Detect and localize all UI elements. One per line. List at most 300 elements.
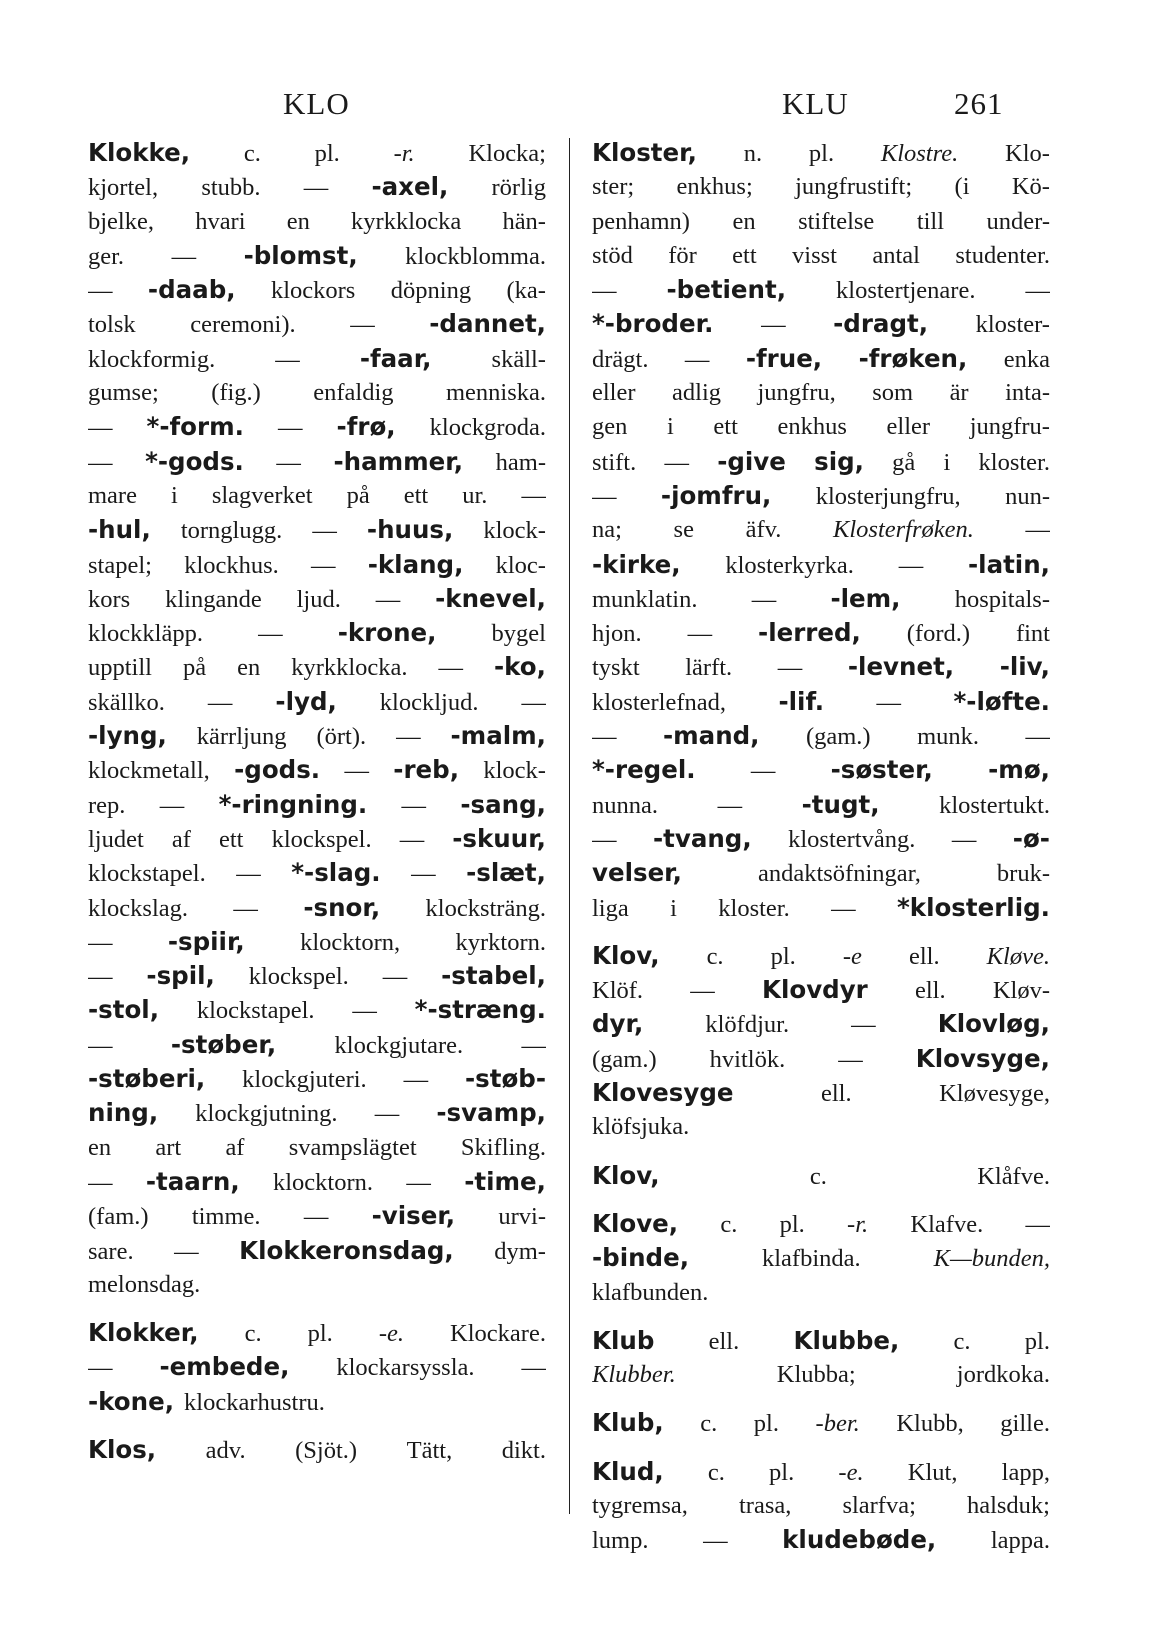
word: -gods.: [234, 755, 321, 785]
word: tolsk: [88, 311, 136, 339]
right-column-line: [592, 856, 1050, 890]
right-column-line: [592, 205, 1050, 239]
left-column-line: [88, 1268, 546, 1302]
word: inta-: [1005, 379, 1050, 407]
word: halsduk;: [966, 1491, 1050, 1519]
right-column-line: [592, 239, 1050, 273]
word: c.: [706, 942, 724, 970]
word: bruk-: [996, 860, 1050, 888]
word: -latin,: [968, 549, 1050, 579]
word: som: [872, 379, 914, 407]
word: klockors: [270, 277, 356, 305]
left-column-line: [88, 1234, 546, 1268]
word: menniska.: [445, 379, 546, 407]
word: -lif.: [778, 686, 825, 716]
word: stöd: [592, 241, 633, 269]
right-column: [592, 136, 1050, 1558]
right-column-line: [592, 548, 1050, 582]
column-divider: [569, 138, 570, 1514]
word: (ka-: [506, 277, 546, 305]
left-column-line: [88, 1385, 546, 1419]
word: —: [88, 448, 113, 476]
word: art: [155, 1133, 182, 1161]
word: ett: [713, 413, 738, 441]
word: —: [401, 791, 427, 819]
word: -levnet,: [847, 652, 955, 682]
word: —: [374, 1100, 400, 1128]
right-column-line: [592, 1358, 1050, 1392]
word: Klut,: [907, 1458, 958, 1486]
word: c.: [244, 1320, 262, 1348]
word: skäll-: [491, 345, 546, 373]
word: hvari: [195, 207, 246, 235]
left-column-line: [88, 205, 546, 239]
word: Skifling.: [460, 1133, 546, 1161]
left-column-line: [88, 650, 546, 684]
word: na;: [592, 516, 622, 544]
word: —: [831, 894, 856, 922]
word: -kone,: [88, 1386, 175, 1416]
word: —: [751, 585, 777, 613]
word: pl.: [1024, 1327, 1050, 1355]
word: kyrkklocka.: [291, 654, 408, 682]
word: stift.: [592, 448, 637, 476]
right-column-line: [592, 1523, 1050, 1557]
word: i: [670, 894, 677, 922]
word: pl.: [314, 140, 340, 167]
word: (fam.): [88, 1203, 149, 1231]
word: -støberi,: [88, 1064, 206, 1094]
word: —: [350, 311, 375, 339]
word: -binde,: [592, 1243, 690, 1273]
word: c.: [720, 1210, 738, 1238]
left-column-line: [88, 239, 546, 273]
word: —: [159, 791, 185, 819]
word: ljudet: [88, 825, 144, 853]
word: -r.: [393, 140, 415, 167]
word: kors: [88, 585, 131, 613]
word: —: [521, 481, 546, 509]
running-head-left: KLO: [283, 86, 350, 121]
word: jungfru-: [969, 413, 1050, 441]
word: i: [171, 481, 178, 509]
word: —: [403, 1066, 429, 1094]
word: -give: [717, 446, 786, 476]
right-column-line: [592, 753, 1050, 787]
right-column-line: [592, 1241, 1050, 1275]
left-column-line: [88, 822, 546, 856]
page-number: 261: [954, 86, 1004, 121]
word: -tugt,: [801, 789, 880, 819]
word: -malm,: [450, 721, 546, 751]
word: —: [592, 723, 617, 751]
word: enkhus;: [676, 173, 753, 201]
right-column-line: [592, 822, 1050, 856]
word: klocktorn,: [300, 928, 401, 956]
word: visst: [792, 241, 837, 269]
word: klock-: [483, 757, 546, 785]
word: —: [233, 894, 258, 922]
word: Klud,: [592, 1456, 664, 1486]
word: hän-: [502, 207, 546, 235]
word: klockgjuteri.: [242, 1066, 367, 1094]
word: ell.: [914, 977, 946, 1005]
left-column-line: [88, 170, 546, 204]
word: -støber,: [170, 1029, 277, 1059]
word: ur.: [462, 481, 488, 509]
left-column-line: [88, 445, 546, 479]
word: —: [1025, 723, 1050, 751]
word: bjelke,: [88, 207, 154, 235]
word: -knevel,: [435, 583, 546, 613]
word: ell.: [708, 1327, 740, 1355]
word: hjon.: [592, 620, 642, 648]
word: -embede,: [159, 1352, 290, 1382]
left-column-line: [88, 925, 546, 959]
word: sare.: [88, 1237, 134, 1265]
word: -kirke,: [592, 549, 681, 579]
left-column-line: [88, 1165, 546, 1199]
word: -stabel,: [441, 961, 546, 991]
word: —: [171, 242, 197, 270]
word: —: [258, 620, 283, 648]
left-column-line: [88, 1199, 546, 1233]
word: skällko.: [88, 688, 165, 716]
word: —: [664, 448, 689, 476]
word: —: [396, 723, 421, 751]
word: stapel;: [88, 551, 152, 579]
word: ett: [732, 241, 757, 269]
word: —: [399, 825, 425, 853]
word: för: [668, 241, 697, 269]
word: ham-: [495, 448, 546, 476]
word: —: [592, 277, 617, 305]
word: timme.: [191, 1203, 261, 1231]
word: —: [311, 551, 336, 579]
left-column-line: [88, 307, 546, 341]
word: *-regel.: [592, 755, 696, 785]
right-column-line: [592, 479, 1050, 513]
word: —: [207, 688, 233, 716]
word: Klubber.: [592, 1361, 676, 1389]
word: Klubba;: [776, 1361, 856, 1389]
word: (ford.): [906, 620, 971, 648]
right-column-line: [592, 342, 1050, 376]
word: Klafve.: [910, 1210, 984, 1238]
right-column-line: [592, 582, 1050, 616]
word: klöfdjur.: [705, 1011, 790, 1039]
word: eller: [592, 379, 636, 407]
word: klocksträng.: [425, 894, 546, 922]
right-column-line: [592, 445, 1050, 479]
word: -frue,: [745, 343, 823, 373]
word: (gam.): [592, 1045, 657, 1073]
word: gå: [892, 448, 916, 476]
word: pl.: [808, 140, 835, 167]
word: ger.: [88, 242, 125, 270]
word: -blomst,: [243, 240, 358, 270]
word: nunna.: [592, 791, 658, 819]
word: -mø,: [988, 755, 1050, 785]
right-column-line: [592, 1007, 1050, 1041]
word: klockstapel.: [88, 860, 206, 888]
left-column-line: [88, 582, 546, 616]
right-column-line: [592, 136, 1050, 170]
right-column-line: [592, 719, 1050, 753]
word: -skuur,: [452, 823, 546, 853]
word: Klovsyge,: [915, 1043, 1050, 1073]
word: Klub,: [592, 1408, 664, 1438]
word: gumse;: [88, 379, 159, 407]
word: Kloster,: [592, 138, 697, 167]
word: klostertukt.: [939, 791, 1050, 819]
word: K—bunden,: [933, 1245, 1050, 1273]
word: -ber.: [815, 1410, 860, 1438]
word: -e.: [378, 1320, 405, 1348]
word: —: [411, 860, 436, 888]
word: —: [521, 1031, 546, 1059]
word: -betient,: [666, 275, 787, 305]
right-column-line: [592, 513, 1050, 547]
word: —: [303, 174, 329, 202]
word: eller: [886, 413, 931, 441]
word: klockkläpp.: [88, 620, 203, 648]
left-column-line: [88, 1433, 546, 1467]
word: —: [851, 1011, 876, 1039]
running-head-right: KLU: [782, 86, 849, 121]
left-column-line: [88, 685, 546, 719]
word: kloster.: [718, 894, 790, 922]
word: dym-: [494, 1237, 546, 1265]
word: —: [276, 448, 301, 476]
word: Klubbe,: [793, 1325, 900, 1355]
word: -dragt,: [833, 309, 929, 339]
word: -snor,: [303, 892, 381, 922]
word: -viser,: [371, 1201, 456, 1231]
word: enka: [1003, 345, 1050, 373]
word: -e: [842, 942, 862, 970]
word: -jomfru,: [660, 480, 772, 510]
word: på: [182, 654, 207, 682]
word: —: [275, 345, 300, 373]
word: äfv.: [745, 516, 782, 544]
left-column-line: [88, 1350, 546, 1384]
word: pl.: [307, 1320, 333, 1348]
right-column-line: [592, 1455, 1050, 1489]
word: Klostre.: [880, 140, 959, 167]
word: penhamn): [592, 207, 690, 235]
word: -frøken,: [858, 343, 968, 373]
word: i: [943, 448, 951, 476]
word: tyskt: [592, 654, 640, 682]
right-column-line: [592, 410, 1050, 444]
word: klockblomma.: [405, 242, 546, 270]
word: (fig.): [211, 379, 261, 407]
word: —: [1025, 277, 1050, 305]
word: —: [761, 311, 786, 339]
word: döpning: [390, 277, 472, 305]
word: -reb,: [393, 755, 460, 785]
right-column-line: [592, 685, 1050, 719]
word: klosterlefnad,: [592, 688, 727, 716]
word: Klosterfrøken.: [833, 516, 974, 544]
word: —: [951, 825, 977, 853]
word: ster;: [592, 173, 635, 201]
word: drägt.: [592, 345, 649, 373]
word: kloster-: [975, 311, 1050, 339]
word: Kløve.: [986, 942, 1050, 970]
word: (Sjöt.): [295, 1436, 358, 1464]
word: antal: [872, 241, 920, 269]
word: —: [684, 345, 710, 373]
word: *-broder.: [592, 309, 714, 339]
left-column-line: [88, 1096, 546, 1130]
word: —: [703, 1527, 728, 1555]
word: pl.: [769, 1458, 795, 1486]
word: velser,: [592, 858, 682, 888]
word: bygel: [491, 620, 546, 648]
word: —: [690, 977, 715, 1005]
word: n.: [743, 140, 763, 167]
word: —: [303, 1203, 329, 1231]
word: enfaldig: [313, 379, 394, 407]
word: Kløv-: [992, 977, 1050, 1005]
word: tygremsa,: [592, 1491, 688, 1519]
word: c.: [707, 1458, 725, 1486]
word: rep.: [88, 791, 126, 819]
word: -spil,: [146, 961, 215, 991]
word: -hammer,: [333, 446, 464, 476]
right-column-line: [592, 307, 1050, 341]
word: —: [344, 757, 369, 785]
word: kärrljung: [196, 723, 287, 751]
word: en: [88, 1133, 112, 1161]
word: —: [777, 654, 803, 682]
word: en: [286, 207, 310, 235]
word: under-: [986, 207, 1050, 235]
left-column-line: [88, 342, 546, 376]
word: -ko,: [494, 652, 546, 682]
word: c.: [809, 1162, 827, 1190]
left-column-line: [88, 891, 546, 925]
word: ett: [219, 825, 244, 853]
word: stiftelse: [798, 207, 875, 235]
word: Klåfve.: [977, 1162, 1050, 1190]
word: *-stræng.: [414, 995, 546, 1025]
word: pl.: [770, 942, 796, 970]
word: -e.: [838, 1458, 864, 1486]
word: —: [88, 1031, 113, 1059]
word: på: [346, 481, 370, 509]
word: —: [750, 757, 776, 785]
right-column-line: [592, 788, 1050, 822]
word: —: [88, 277, 113, 305]
word: gen: [592, 413, 628, 441]
word: -frø,: [336, 412, 396, 442]
left-column-line: [88, 788, 546, 822]
left-column-line: [88, 1316, 546, 1350]
word: -klang,: [367, 549, 464, 579]
word: slarfva;: [842, 1491, 916, 1519]
word: melonsdag.: [88, 1270, 201, 1298]
left-column-line: [88, 616, 546, 650]
word: -lem,: [830, 583, 901, 613]
left-column-line: [88, 479, 546, 513]
word: -lyng,: [88, 721, 167, 751]
left-column-line: [88, 753, 546, 787]
word: kloc-: [495, 551, 546, 579]
left-column-line: [88, 1131, 546, 1165]
word: klockmetall,: [88, 757, 210, 785]
word: klosterjungfru,: [815, 482, 961, 510]
word: klockljud.: [379, 688, 479, 716]
left-column-line: [88, 959, 546, 993]
word: klockgroda.: [429, 414, 546, 442]
word: —: [88, 963, 113, 991]
word: i: [666, 413, 674, 441]
right-column-line: [592, 891, 1050, 925]
word: urvi-: [498, 1203, 546, 1231]
word: -tvang,: [652, 823, 752, 853]
word: —: [406, 1168, 431, 1196]
right-column-line: [592, 1076, 1050, 1110]
word: -time,: [464, 1166, 546, 1196]
word: upptill: [88, 654, 152, 682]
word: —: [236, 860, 261, 888]
word: Klovløg,: [937, 1009, 1050, 1039]
word: —: [88, 414, 113, 442]
right-column-line: [592, 1207, 1050, 1241]
word: -mand,: [662, 721, 760, 751]
word: Klokkeronsdag,: [239, 1235, 454, 1265]
word: lappa.: [990, 1527, 1050, 1555]
word: -spiir,: [167, 926, 245, 956]
word: andaktsöfningar,: [757, 860, 921, 888]
word: —: [1025, 516, 1050, 544]
word: klockslag.: [88, 894, 189, 922]
word: adv.: [205, 1436, 246, 1464]
right-column-line: [592, 1406, 1050, 1440]
word: *-gods.: [145, 446, 244, 476]
word: c.: [953, 1327, 971, 1355]
word: klingande: [165, 585, 262, 613]
word: enkhus: [777, 413, 847, 441]
word: c.: [243, 140, 261, 167]
word: ceremoni).: [190, 311, 296, 339]
word: en: [237, 654, 261, 682]
word: ell.: [908, 942, 940, 970]
word: stubb.: [201, 174, 261, 202]
word: klockgjutare.: [334, 1031, 464, 1059]
word: pl.: [779, 1210, 805, 1238]
word: *klosterlig.: [896, 892, 1050, 922]
word: -svamp,: [436, 1098, 546, 1128]
word: klock-: [483, 517, 546, 545]
word: -lyd,: [275, 686, 337, 716]
word: kyrkklocka: [351, 207, 462, 235]
word: fint: [1015, 620, 1050, 648]
word: kloster.: [978, 448, 1050, 476]
word: -sang,: [460, 789, 546, 819]
word: *-form.: [146, 412, 244, 442]
word: Klubb,: [896, 1410, 964, 1438]
word: lapp,: [1001, 1458, 1050, 1486]
word: —: [352, 997, 377, 1025]
left-column-line: [88, 513, 546, 547]
word: mare: [88, 481, 137, 509]
word: klocktorn.: [273, 1168, 374, 1196]
right-column-line: [592, 616, 1050, 650]
